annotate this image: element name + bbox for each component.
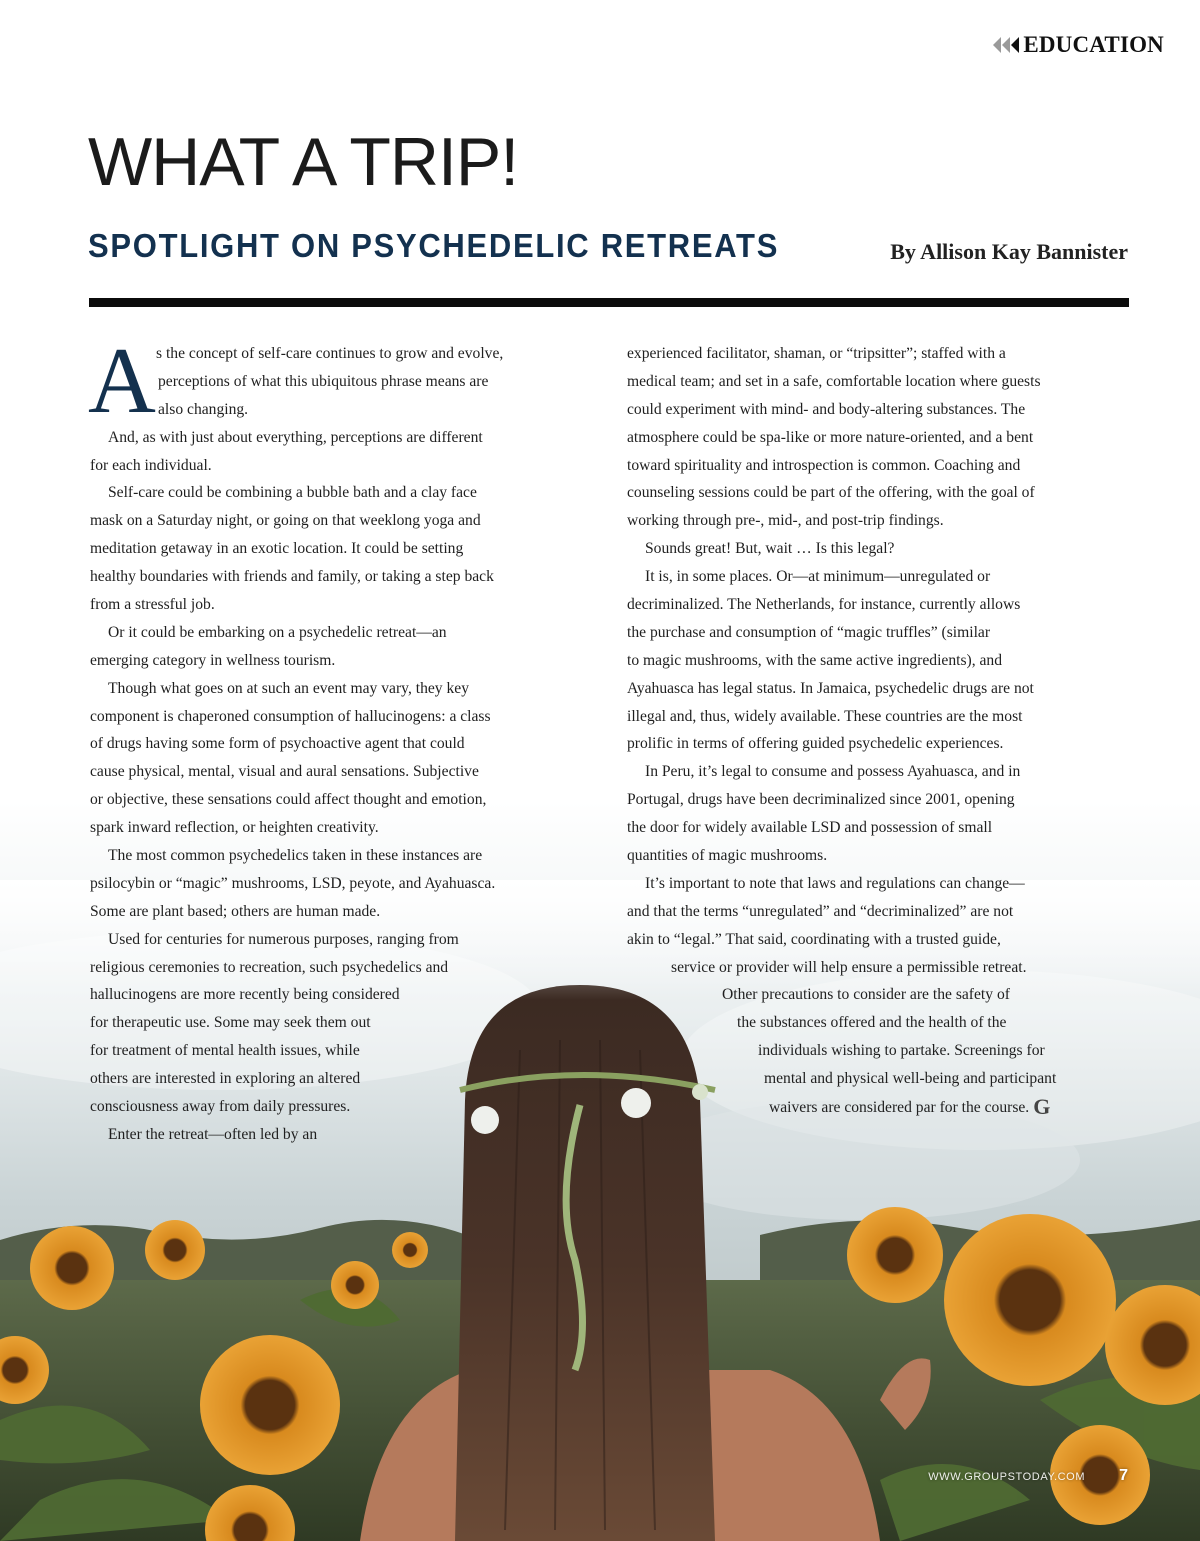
paragraph-line: the purchase and consumption of “magic truffles” (similar (627, 623, 991, 641)
right-column (627, 340, 1056, 1121)
paragraph-line: perceptions of what this ubiquitous phrase means are (158, 372, 489, 390)
page-footer (928, 1467, 1128, 1485)
paragraph-line: Other precautions to consider are the safety of (722, 986, 1010, 1004)
paragraph-line: decriminalized. The Netherlands, for instance, currently allows (627, 596, 1021, 614)
drop-cap: A (88, 329, 156, 433)
paragraph-line: In Peru, it’s legal to consume and possess Ayahuasca, and in (645, 763, 1021, 781)
paragraph-line: akin to “legal.” That said, coordinating with a trusted guide, (627, 930, 1001, 948)
paragraph-line: Ayahuasca has legal status. In Jamaica, psychedelic drugs are not (627, 679, 1034, 697)
paragraph-line: the substances offered and the health of the (737, 1014, 1007, 1032)
paragraph-line: others are interested in exploring an altered (90, 1070, 361, 1088)
paragraph-line: Used for centuries for numerous purposes, ranging from (108, 930, 459, 948)
paragraph-line: working through pre-, mid-, and post-trip findings. (627, 512, 944, 530)
paragraph-line: mask on a Saturday night, or going on that weeklong yoga and (90, 512, 481, 530)
paragraph-line: or objective, these sensations could affect thought and emotion, (90, 791, 487, 809)
paragraph-line: mental and physical well-being and participant (764, 1070, 1057, 1088)
end-mark-icon: G (1033, 1094, 1051, 1120)
article-subtitle: SPOTLIGHT ON PSYCHEDELIC RETREATS (88, 227, 780, 265)
paragraph-line: religious ceremonies to recreation, such psychedelics and (90, 958, 449, 976)
paragraph-line: illegal and, thus, widely available. These countries are the most (627, 707, 1023, 725)
paragraph-line: psilocybin or “magic” mushrooms, LSD, peyote, and Ayahuasca. (90, 874, 496, 892)
paragraph-line: experienced facilitator, shaman, or “tripsitter”; staffed with a (627, 345, 1006, 362)
section-label: EDUCATION (1023, 32, 1164, 57)
paragraph-line: service or provider will help ensure a permissible retreat. (671, 958, 1027, 976)
paragraph-line: prolific in terms of offering guided psychedelic experiences. (627, 735, 1004, 753)
paragraph-line: healthy boundaries with friends and family, or taking a step back (90, 568, 494, 586)
paragraph-line: Self-care could be combining a bubble bath and a clay face (108, 484, 477, 502)
paragraph-line: quantities of magic mushrooms. (627, 847, 828, 865)
paragraph-line: from a stressful job. (90, 596, 215, 614)
title-rule (89, 298, 1129, 307)
paragraph-line: waivers are considered par for the course. G (769, 1094, 1051, 1120)
paragraph-line: meditation getaway in an exotic location. It could be setting (90, 540, 464, 558)
paragraph-line: Or it could be embarking on a psychedelic retreat—an (108, 623, 447, 641)
paragraph-line: It is, in some places. Or—at minimum—unregulated or (645, 568, 991, 586)
paragraph-line: Though what goes on at such an event may vary, they key (108, 679, 470, 697)
paragraph-line: also changing. (158, 400, 249, 418)
paragraph-line: counseling sessions could be part of the offering, with the goal of (627, 484, 1035, 502)
article-title: WHAT A TRIP! (88, 124, 519, 200)
paragraph-line: could experiment with mind- and body-altering substances. The (627, 400, 1026, 418)
paragraph-line: cause physical, mental, visual and aural sensations. Subjective (90, 763, 479, 781)
paragraph-line: component is chaperoned consumption of hallucinogens: a class (90, 707, 491, 725)
website-url: WWW.GROUPSTODAY.COM (928, 1471, 1086, 1483)
paragraph-line: individuals wishing to partake. Screenings for (758, 1042, 1045, 1060)
paragraph-line: and that the terms “unregulated” and “decriminalized” are not (627, 902, 1014, 920)
paragraph-line: A s the concept of self-care continues to grow and evolve, (88, 329, 504, 433)
page-number: 7 (1119, 1467, 1128, 1484)
paragraph-line: Portugal, drugs have been decriminalized since 2001, opening (627, 791, 1015, 809)
paragraph-line: Sounds great! But, wait … Is this legal? (645, 540, 895, 558)
paragraph-line: Enter the retreat—often led by an (108, 1125, 318, 1143)
paragraph-line: consciousness away from daily pressures. (90, 1098, 351, 1116)
paragraph-line: the door for widely available LSD and possession of small (627, 819, 993, 837)
paragraph-line: of drugs having some form of psychoactive agent that could (90, 735, 465, 753)
byline: By Allison Kay Bannister (890, 239, 1128, 264)
paragraph-line: for treatment of mental health issues, while (90, 1042, 360, 1060)
paragraph-line: And, as with just about everything, perceptions are different (108, 428, 483, 446)
paragraph-line: to magic mushrooms, with the same active ingredients), and (627, 651, 1003, 669)
paragraph-line: medical team; and set in a safe, comfortable location where guests (627, 372, 1041, 390)
left-column (88, 329, 504, 1149)
section-tag (993, 32, 1164, 58)
paragraph-line: toward spirituality and introspection is common. Coaching and (627, 456, 1021, 474)
triple-chevron-icon (993, 37, 1019, 53)
paragraph-line: atmosphere could be spa-like or more nature-oriented, and a bent (627, 428, 1034, 446)
paragraph-line: Some are plant based; others are human made. (90, 902, 381, 920)
paragraph-line: The most common psychedelics taken in these instances are (108, 847, 483, 865)
paragraph-line: hallucinogens are more recently being considered (90, 986, 400, 1004)
paragraph-line: for each individual. (90, 456, 212, 474)
paragraph-line: for therapeutic use. Some may seek them out (90, 1014, 371, 1032)
paragraph-line: It’s important to note that laws and regulations can change— (645, 874, 1025, 892)
paragraph-line: spark inward reflection, or heighten creativity. (90, 819, 379, 837)
paragraph-line: emerging category in wellness tourism. (90, 651, 336, 669)
